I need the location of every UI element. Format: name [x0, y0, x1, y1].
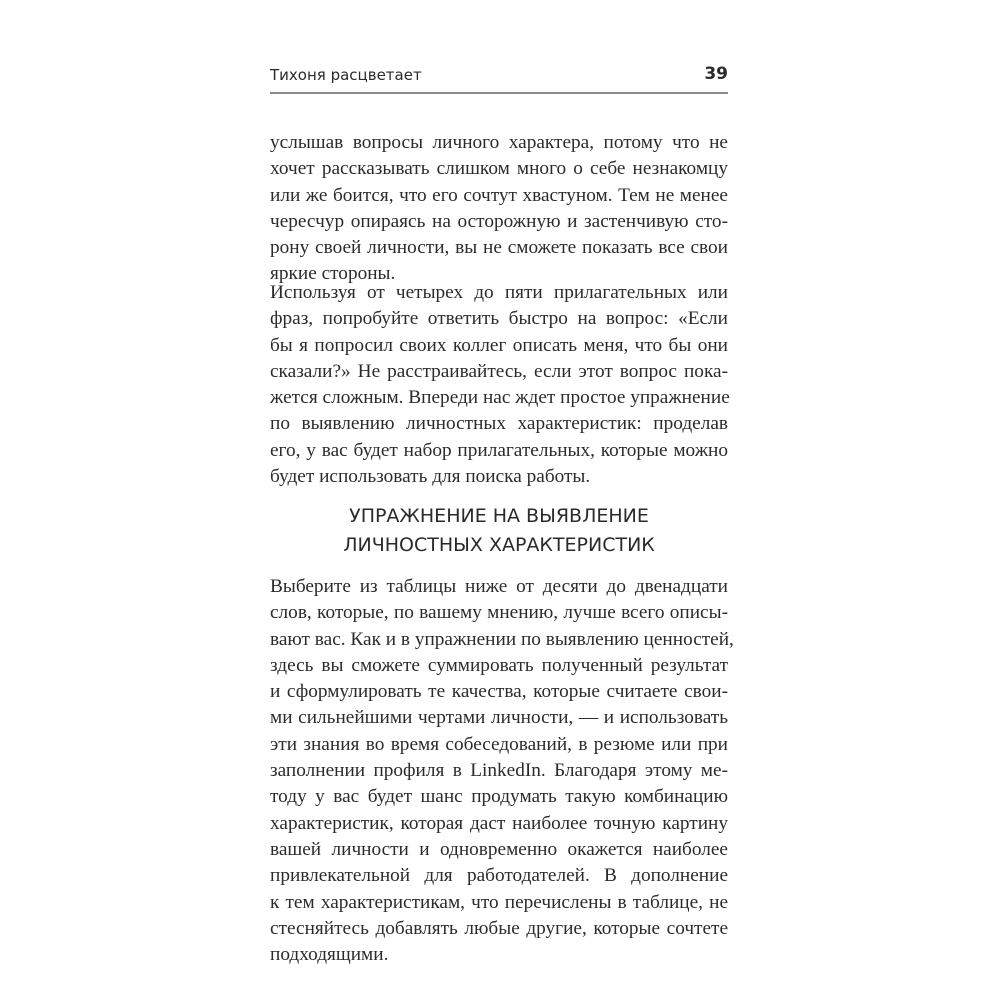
section-heading: [270, 502, 728, 560]
paragraph-1: [270, 130, 728, 288]
text-line: эти знания во время собеседований, в резюме или при: [270, 733, 728, 755]
text-line: подходящими.: [270, 944, 389, 966]
section-heading-line: УПРАЖНЕНИЕ НА ВЫЯВЛЕНИЕ: [349, 505, 649, 527]
text-line: сказали?» Не расстраивайтесь, если этот вопрос пока-: [270, 360, 728, 382]
text-line: тоду у вас будет шанс продумать такую комбинацию: [270, 786, 728, 808]
text-line: яркие стороны.: [270, 263, 396, 285]
text-line: жется сложным. Впереди нас ждет простое упражнение: [270, 387, 730, 409]
running-header: [270, 64, 728, 94]
text-line: ми сильнейшими чертами личности, — и использовать: [270, 707, 728, 729]
text-line: его, у вас будет набор прилагательных, которые можно: [270, 439, 728, 461]
text-line: Выберите из таблицы ниже от десяти до двенадцати: [270, 576, 728, 597]
paragraph-2: [270, 280, 728, 490]
running-title: Тихоня расцветает: [270, 66, 422, 84]
text-line: заполнении профиля в LinkedIn. Благодаря этому ме-: [270, 760, 728, 782]
text-line: характеристик, которая даст наиболее точную картину: [270, 812, 728, 834]
text-line: по выявлению личностных характеристик: проделав: [270, 413, 728, 435]
section-heading-line: ЛИЧНОСТНЫХ ХАРАКТЕРИСТИК: [343, 534, 655, 556]
text-line: Используя от четырех до пяти прилагательных или: [270, 282, 728, 303]
text-line: стесняйтесь добавлять любые другие, которые сочтете: [270, 917, 728, 939]
text-line: рону своей личности, вы не сможете показать все свои: [270, 237, 728, 259]
text-line: слов, которые, по вашему мнению, лучше всего описы-: [270, 602, 728, 624]
text-line: хочет рассказывать слишком много о себе незнакомцу: [270, 158, 728, 180]
text-line: услышав вопросы личного характера, потому что не: [270, 132, 728, 153]
text-line: вашей личности и одновременно окажется наиболее: [270, 838, 728, 860]
text-line: или же боится, что его сочтут хвастуном. Тем не менее: [270, 184, 728, 206]
page-number: 39: [704, 64, 728, 84]
text-line: будет использовать для поиска работы.: [270, 466, 591, 488]
text-line: к тем характеристикам, что перечислены в таблице, не: [270, 891, 728, 913]
text-line: фраз, попробуйте ответить быстро на вопрос: «Если: [270, 308, 728, 330]
text-line: бы я попросил своих коллег описать меня, что бы они: [270, 334, 728, 356]
text-line: привлекательной для работодателей. В дополнение: [270, 865, 728, 887]
text-line: здесь вы сможете суммировать полученный результат: [270, 654, 728, 676]
text-line: чересчур опираясь на осторожную и застенчивую сто-: [270, 210, 728, 232]
text-line: и сформулировать те качества, которые считаете свои-: [270, 681, 728, 703]
text-line: вают вас. Как и в упражнении по выявлению ценностей,: [270, 628, 734, 650]
paragraph-3: [270, 574, 734, 968]
